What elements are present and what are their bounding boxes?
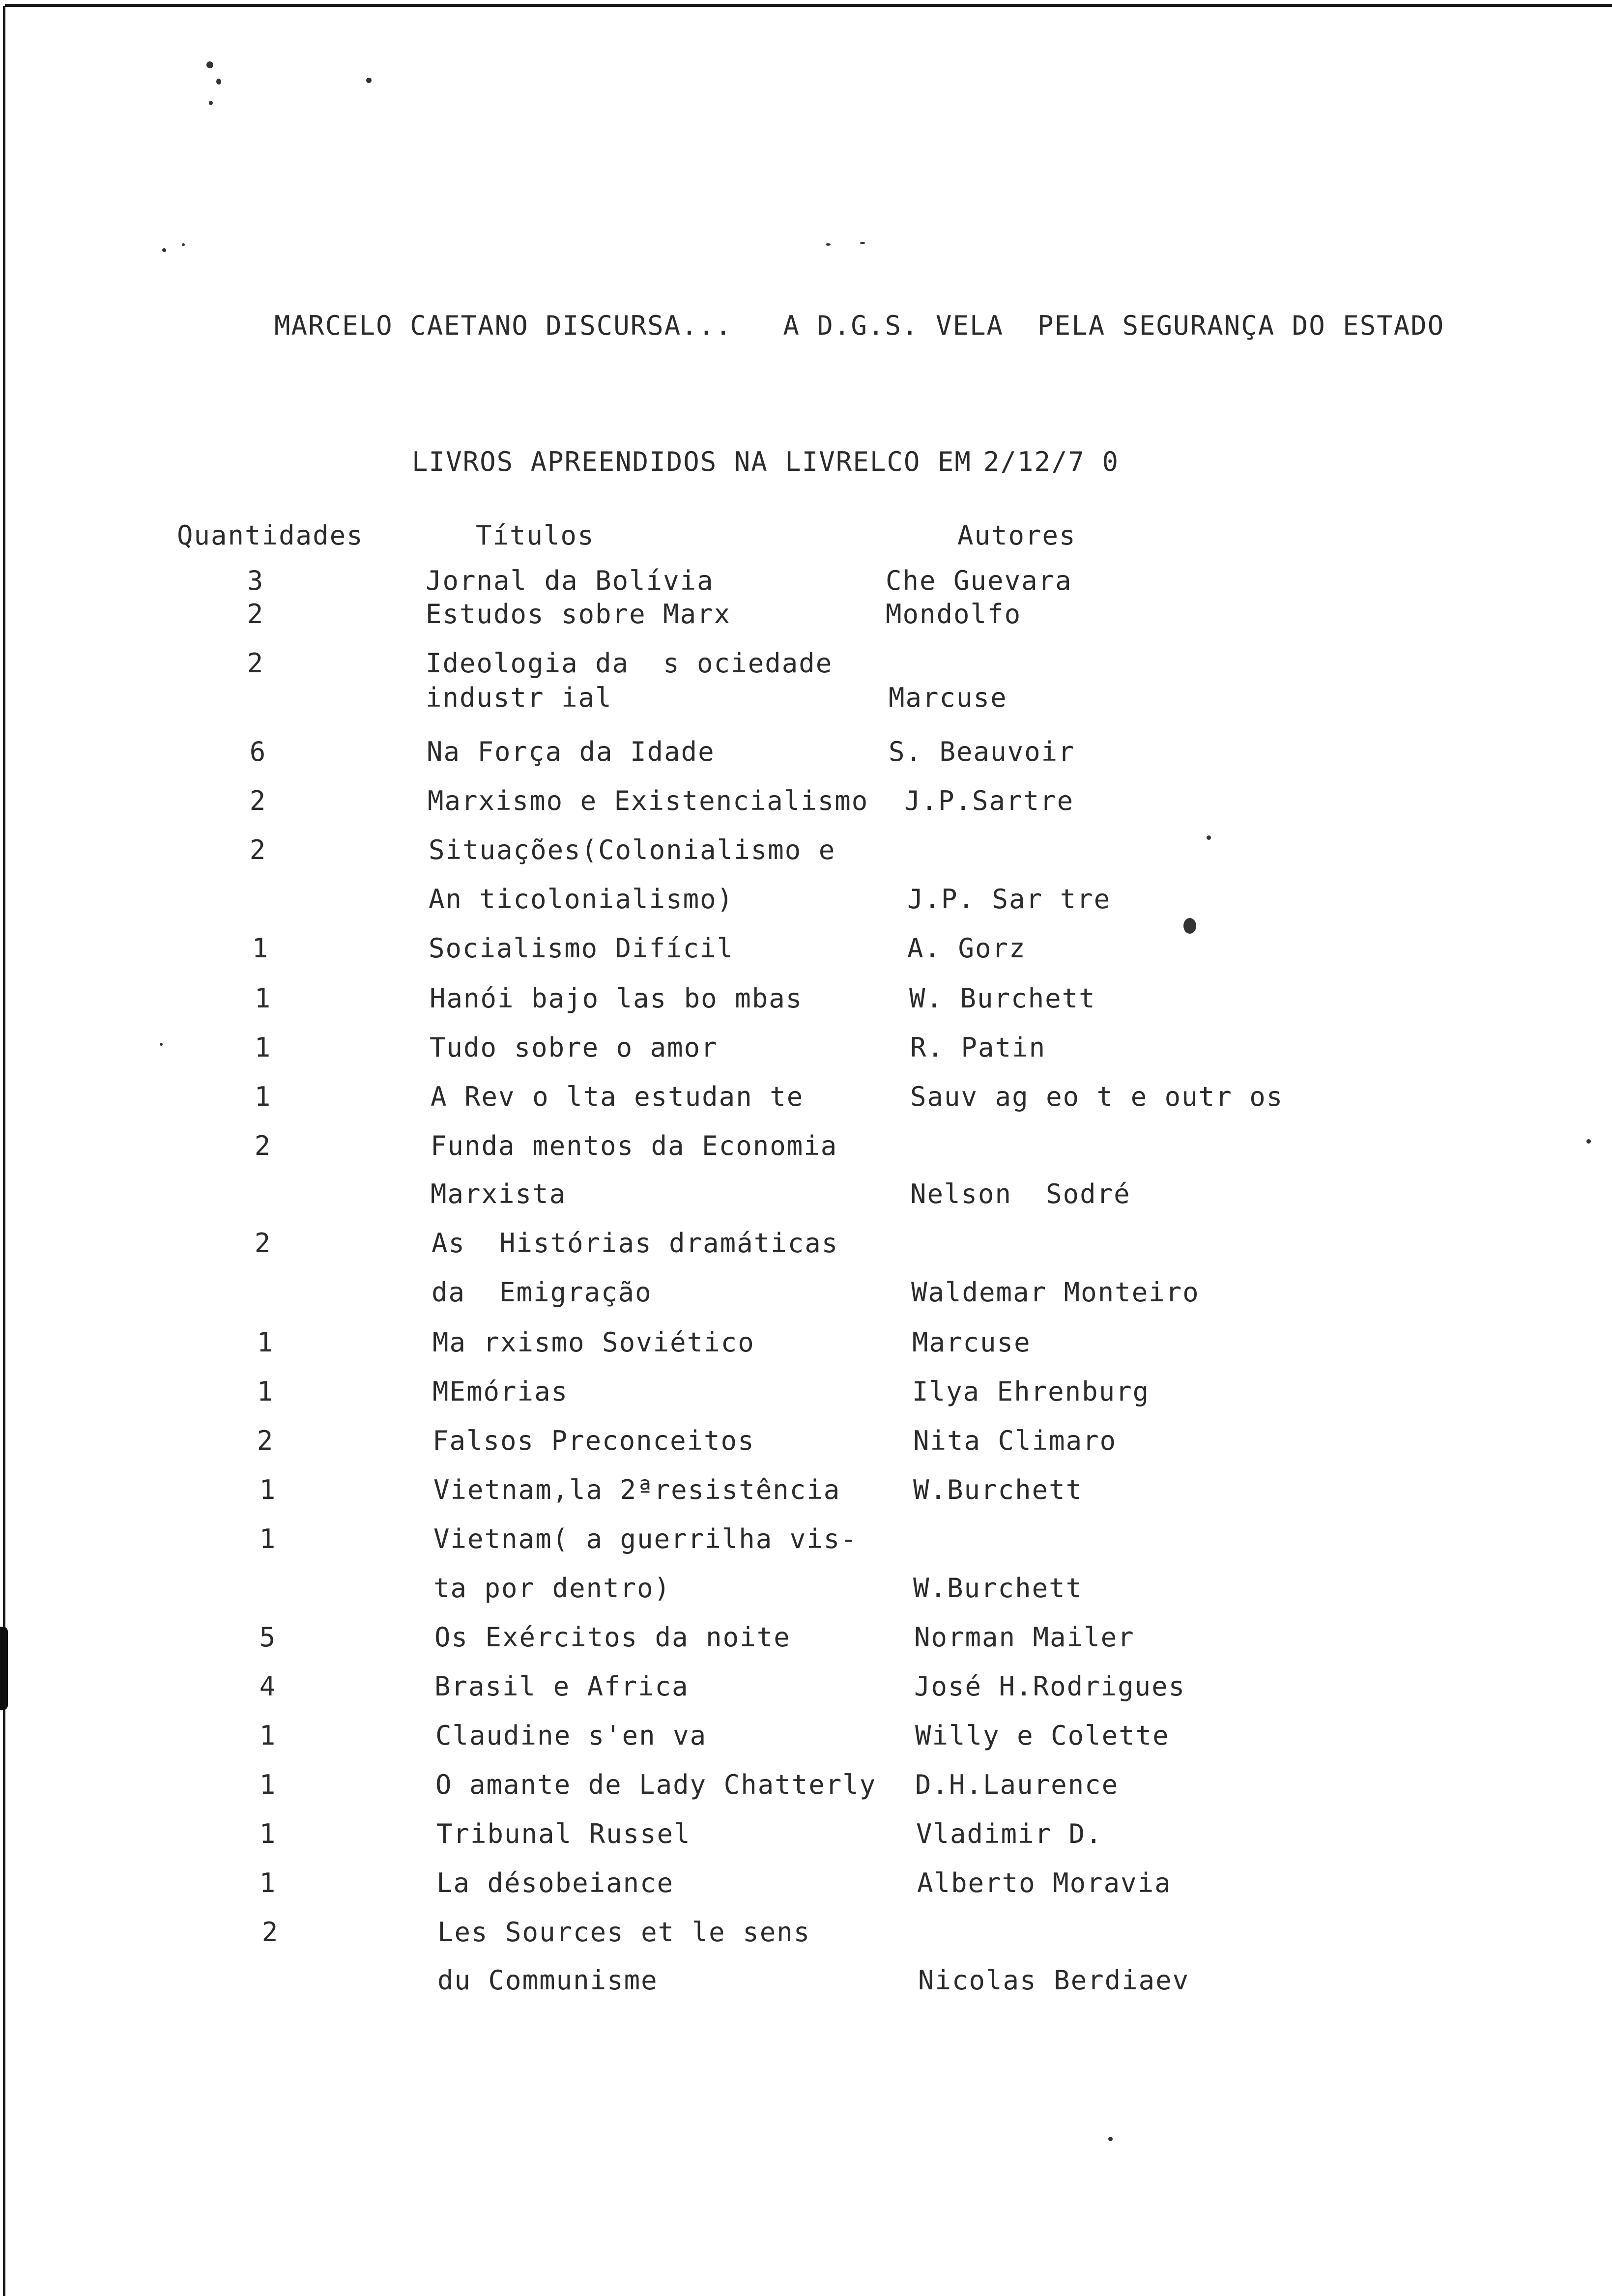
row-quantity: 6 [249,736,267,767]
row-title: Ideologia da s ociedade [426,648,833,679]
row-quantity: 2 [254,1130,272,1161]
row-title: Les Sources et le sens [437,1917,811,1948]
row-quantity: 1 [259,1474,277,1505]
row-title: Tribunal Russel [436,1818,691,1849]
row-title: Na Força da Idade [427,736,715,767]
row-quantity: 1 [257,1376,274,1407]
row-author: W.Burchett [913,1474,1083,1505]
row-quantity: 2 [249,785,267,816]
scan-speck [860,242,865,244]
scan-speck [1183,918,1196,934]
row-quantity: 1 [259,1818,277,1849]
row-quantity: 1 [257,1327,274,1358]
row-author: Nita Climaro [913,1425,1117,1456]
row-title: industr ial [426,682,612,713]
row-author: D.H.Laurence [915,1769,1119,1800]
row-author: Nicolas Berdiaev [918,1965,1190,1996]
row-quantity: 2 [247,648,264,679]
row-title: Marxista [431,1178,567,1209]
scan-left-edge [3,6,5,2296]
row-title: Marxismo e Existencialismo [428,785,869,816]
scan-speck [366,78,372,83]
row-title: ta por dentro) [433,1573,671,1604]
scan-speck [826,243,831,246]
row-title: Jornal da Bolívia [426,565,714,596]
row-quantity: 2 [249,834,267,865]
scan-top-edge [5,4,1612,7]
row-author: José H.Rodrigues [914,1671,1186,1702]
row-author: J.P.Sartre [904,785,1074,816]
row-author: Willy e Colette [915,1720,1170,1751]
row-author: Ilya Ehrenburg [912,1376,1150,1407]
row-quantity: 1 [259,1769,277,1800]
row-title: La désobeiance [436,1867,674,1898]
row-quantity: 3 [247,565,264,596]
row-quantity: 1 [254,983,272,1014]
row-quantity: 4 [259,1671,277,1702]
row-title: Claudine s'en va [435,1720,707,1751]
row-author: Marcuse [912,1327,1031,1358]
title-date: 2/12/7 0 [983,446,1119,477]
row-author: S. Beauvoir [889,736,1075,767]
row-title: MEmórias [432,1376,569,1407]
row-quantity: 1 [254,1081,272,1112]
scan-speck [1586,1139,1591,1144]
row-title: du Communisme [437,1965,658,1996]
row-quantity: 2 [261,1917,279,1948]
row-quantity: 1 [252,933,269,964]
row-title: Tudo sobre o amor [430,1032,718,1063]
column-header-author: Autores [957,520,1076,551]
row-title: Ma rxismo Soviético [432,1327,755,1358]
title-text: LIVROS APREENDIDOS NA LIVRELCO EM [412,446,972,477]
row-title: A Rev o lta estudan te [431,1081,804,1112]
row-title: As Histórias dramáticas [432,1228,839,1259]
row-quantity: 1 [259,1523,277,1554]
header-left: MARCELO CAETANO DISCURSA... [274,310,732,341]
scan-speck [206,61,213,68]
row-author: W.Burchett [913,1573,1083,1604]
row-author: W. Burchett [909,983,1096,1014]
header-right: A D.G.S. VELA PELA SEGURANÇA DO ESTADO [783,310,1445,341]
row-author: Mondolfo [886,599,1022,630]
row-author: Alberto Moravia [917,1867,1172,1898]
document-title [344,415,1119,508]
row-title: Situações(Colonialismo e [429,834,836,865]
scan-speck [216,79,221,85]
row-author: Sauv ag eo t e outr os [910,1081,1284,1112]
row-title: Vietnam( a guerrilha vis- [433,1523,858,1554]
row-quantity: 2 [257,1425,274,1456]
row-title: Vietnam,la 2ªresistência [433,1474,841,1505]
row-author: Che Guevara [886,565,1072,596]
row-quantity: 1 [254,1032,272,1063]
scan-speck [1207,835,1211,840]
row-quantity: 2 [247,599,264,630]
scan-speck [182,243,185,246]
column-header-title: Títulos [476,520,595,551]
row-quantity: 5 [259,1622,277,1653]
row-title: Estudos sobre Marx [426,599,731,630]
row-quantity: 2 [254,1228,272,1259]
row-author: Waldemar Monteiro [911,1277,1200,1308]
row-quantity: 1 [259,1720,277,1751]
column-header-quantity: Quantidades [177,520,364,551]
row-author: Nelson Sodré [910,1178,1131,1209]
header-line [206,279,1444,372]
row-title: Hanói bajo las bo mbas [430,983,803,1014]
row-author: J.P. Sar tre [907,884,1111,915]
scan-binding-mark [0,1627,8,1710]
row-title: O amante de Lady Chatterly [435,1769,877,1800]
row-title: Brasil e Africa [434,1671,689,1702]
row-title: Funda mentos da Economia [431,1130,838,1161]
scan-speck [162,248,166,252]
row-title: da Emigração [432,1277,652,1308]
scan-speck [160,1043,163,1046]
scan-speck [1108,2137,1113,2141]
row-author: Norman Mailer [914,1622,1135,1653]
row-author: A. Gorz [907,933,1026,964]
row-title: An ticolonialismo) [429,884,734,915]
scan-speck [209,101,213,105]
row-author: R. Patin [910,1032,1046,1063]
row-title: Os Exércitos da noite [434,1622,791,1653]
row-author: Marcuse [889,682,1008,713]
row-title: Falsos Preconceitos [432,1425,755,1456]
row-quantity: 1 [259,1867,277,1898]
row-author: Vladimir D. [916,1818,1103,1849]
row-title: Socialismo Difícil [429,933,734,964]
